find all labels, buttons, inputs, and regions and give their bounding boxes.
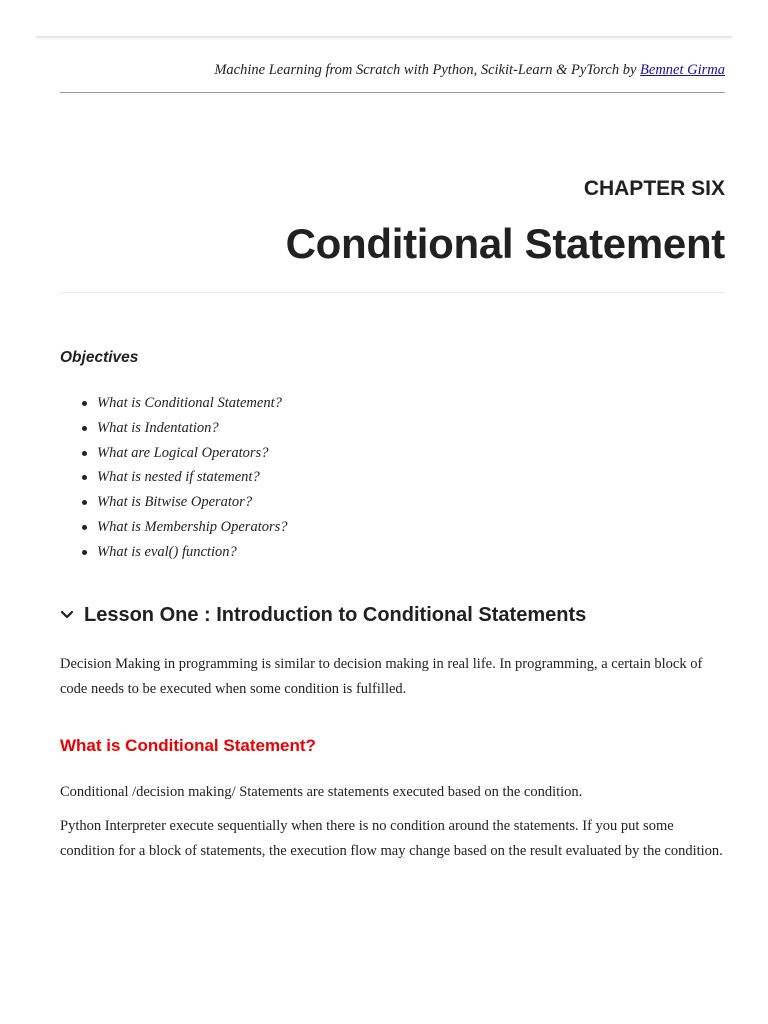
section-paragraph: Conditional /decision making/ Statements are statements executed based on the condition.	[60, 784, 583, 800]
objective-item: What is Bitwise Operator?	[97, 490, 288, 515]
chapter-title: Conditional Statement	[285, 220, 725, 267]
objective-item: What is nested if statement?	[97, 465, 288, 490]
lesson-toggle[interactable]	[60, 601, 586, 629]
lesson-intro-paragraph: Decision Making in programming is similar to decision making in real life. In programming, a certain block of code needs to be executed when some condition is fulfilled.	[60, 656, 703, 697]
objectives-heading: Objectives	[60, 349, 139, 366]
title-rule	[60, 292, 725, 293]
header-rule	[60, 92, 725, 93]
objectives-list	[60, 391, 288, 565]
objective-item: What are Logical Operators?	[97, 441, 288, 466]
author-link[interactable]: Bemnet Girma	[640, 62, 725, 78]
section-paragraph: Python Interpreter execute sequentially when there is no condition around the statements. If you put some condition for a block of statements, the execution flow may change based on the result evaluated by the condition.	[60, 818, 723, 859]
top-divider	[36, 36, 732, 38]
chevron-down-icon[interactable]	[60, 601, 84, 629]
objective-item: What is Indentation?	[97, 416, 288, 441]
lesson-title: Lesson One : Introduction to Conditional Statements	[84, 603, 587, 626]
objective-item: What is eval() function?	[97, 540, 288, 565]
chapter-label: CHAPTER SIX	[583, 177, 725, 200]
book-title-text: Machine Learning from Scratch with Python, Scikit-Learn & PyTorch by	[214, 62, 637, 78]
book-attribution	[214, 62, 725, 79]
section-heading: What is Conditional Statement?	[60, 736, 316, 755]
objective-item: What is Membership Operators?	[97, 515, 288, 540]
objective-item: What is Conditional Statement?	[97, 391, 288, 416]
